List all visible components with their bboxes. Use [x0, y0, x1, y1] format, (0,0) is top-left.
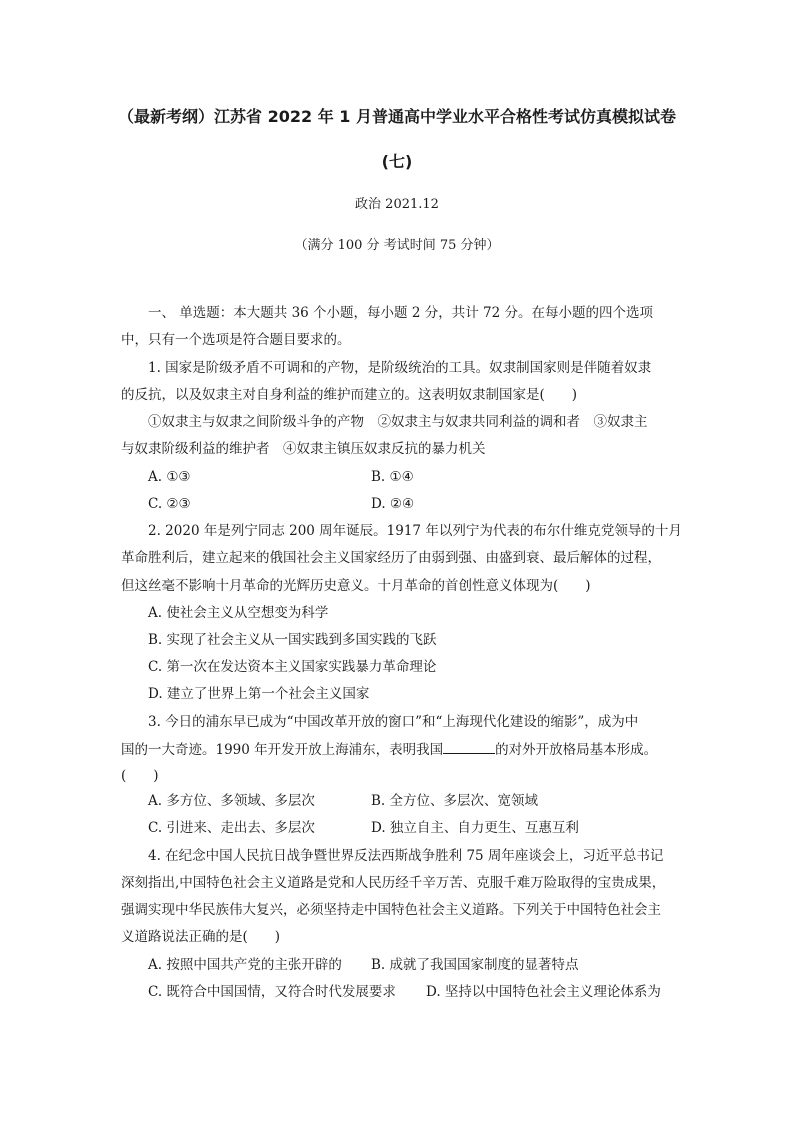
q4-line1: 4. 在纪念中国人民抗日战争暨世界反法西斯战争胜利 75 周年座谈会上，习近平总书记 — [148, 848, 664, 864]
q3-line2-start: 国的一大奇迹。1990 年开发开放上海浦东，表明我国 — [121, 742, 444, 758]
q2-option-c: C. 第一次在发达资本主义国家实践暴力革命理论 — [148, 659, 437, 675]
q3-line2-end: 的对外开放格局基本形成。 — [495, 742, 658, 758]
q1-option-d: D. ②④ — [371, 496, 415, 512]
q1-line1: 1. 国家是阶级矛盾不可调和的产物，是阶级统治的工具。奴隶制国家则是伴随着奴隶 — [148, 360, 652, 376]
q3-option-c: C. 引进来、走出去、多层次 — [148, 820, 315, 836]
q2-option-d: D. 建立了世界上第一个社会主义国家 — [148, 686, 370, 702]
q2-line2: 革命胜利后，建立起来的俄国社会主义国家经历了由弱到强、由盛到衰、最后解体的过程， — [121, 550, 661, 566]
q1-option-c: C. ②③ — [148, 496, 191, 512]
q3-line2 — [121, 739, 657, 760]
answer-blank — [443, 739, 495, 754]
q1-line3: ①奴隶主与奴隶之间阶级斗争的产物 ②奴隶主与奴隶共同利益的调和者 ③奴隶主 — [148, 414, 648, 430]
q1-option-a: A. ①③ — [148, 469, 191, 485]
q1-option-b: B. ①④ — [371, 469, 414, 485]
exam-info: （满分 100 分 考试时间 75 分钟） — [294, 238, 500, 253]
q4-option-d: D. 坚持以中国特色社会主义理论体系为 — [426, 984, 661, 1000]
q3-option-b: B. 全方位、多层次、宽领域 — [371, 793, 539, 809]
q4-option-b: B. 成就了我国国家制度的显著特点 — [371, 957, 579, 973]
q3-option-d: D. 独立自主、自力更生、互惠互利 — [371, 820, 579, 836]
section-heading-line2: 中，只有一个选项是符合题目要求的。 — [121, 332, 351, 348]
q1-line2: 的反抗，以及奴隶主对自身利益的维护而建立的。这表明奴隶制国家是( ) — [121, 387, 578, 403]
exam-title-line1: （最新考纲）江苏省 2022 年 1 月普通高中学业水平合格性考试仿真模拟试卷 — [118, 107, 676, 126]
section-heading-line1: 一、 单选题：本大题共 36 个小题，每小题 2 分，共计 72 分。在每小题的四个选项 — [148, 305, 653, 321]
exam-title-line2: (七) — [381, 152, 413, 171]
q2-line1: 2. 2020 年是列宁同志 200 周年诞辰。1917 年以列宁为代表的布尔什维克党领导的十月 — [148, 523, 682, 539]
q3-line3: ( ) — [121, 768, 159, 784]
q3-option-a: A. 多方位、多领域、多层次 — [148, 793, 315, 809]
q4-option-c: C. 既符合中国国情，又符合时代发展要求 — [148, 984, 396, 1000]
q2-line3: 但这丝毫不影响十月革命的光辉历史意义。十月革命的首创性意义体现为( ) — [121, 578, 591, 594]
q4-line2: 深刻指出,中国特色社会主义道路是党和人民历经千辛万苦、克服千难万险取得的宝贵成果， — [121, 875, 666, 891]
q4-option-a: A. 按照中国共产党的主张开辟的 — [148, 957, 342, 973]
q4-line4: 义道路说法正确的是( ) — [121, 929, 281, 945]
q2-option-b: B. 实现了社会主义从一国实践到多国实践的飞跃 — [148, 632, 437, 648]
q1-line4: 与奴隶阶级利益的维护者 ④奴隶主镇压奴隶反抗的暴力机关 — [121, 441, 486, 457]
q2-option-a: A. 使社会主义从空想变为科学 — [148, 605, 329, 621]
subject-date: 政治 2021.12 — [355, 197, 439, 212]
q4-line3: 强调实现中华民族伟大复兴，必须坚持走中国特色社会主义道路。下列关于中国特色社会主 — [121, 902, 661, 918]
q3-line1: 3. 今日的浦东早已成为“中国改革开放的窗口”和“上海现代化建设的缩影”，成为中 — [148, 714, 639, 730]
